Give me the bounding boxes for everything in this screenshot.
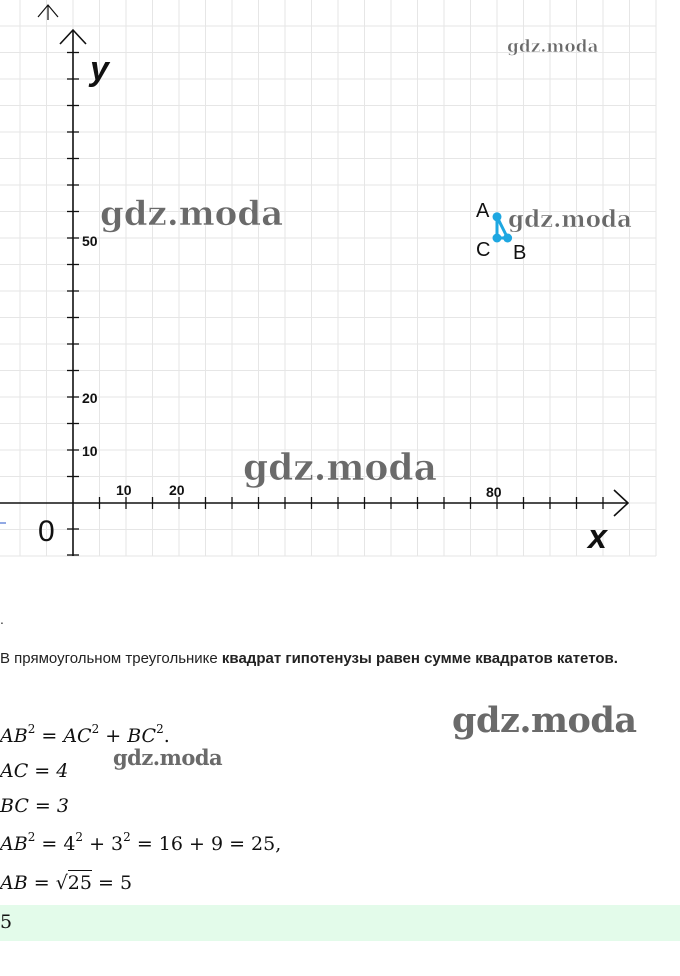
point-label-b: B <box>513 242 527 264</box>
x-axis-label: x <box>588 518 607 556</box>
result-right: = 5 <box>91 872 133 894</box>
calc-part: + 3 <box>83 833 124 855</box>
point-label-a: A <box>476 200 490 222</box>
point-a-marker <box>493 212 502 221</box>
theorem-intro: В прямоугольном треугольнике <box>0 650 222 667</box>
exponent: 2 <box>156 722 164 736</box>
theorem-paragraph <box>0 640 672 678</box>
y-tick-label-50: 50 <box>82 233 98 249</box>
exponent: 2 <box>27 722 36 736</box>
equals: = <box>35 725 64 747</box>
exponent: 2 <box>27 830 36 844</box>
watermark-logo: gdz.moda <box>508 206 632 233</box>
watermark-logo: gdz.moda <box>507 37 599 57</box>
calc-part: = 4 <box>35 833 76 855</box>
exponent: 2 <box>75 830 84 844</box>
watermark-logo: gdz.moda <box>100 194 284 234</box>
x-tick-label-10: 10 <box>116 482 132 498</box>
term-ac: AC <box>63 725 92 747</box>
y-tick-label-20: 20 <box>82 390 98 406</box>
point-label-c: C <box>476 239 491 261</box>
plus: + <box>99 725 128 747</box>
term-ab: AB <box>0 833 28 855</box>
y-axis-label: y <box>90 50 109 88</box>
period: . <box>163 725 170 747</box>
y-tick-label-10: 10 <box>82 443 98 459</box>
term-ab: AB <box>0 725 28 747</box>
answer-value: 5 <box>0 911 13 933</box>
point-b-marker <box>503 234 512 243</box>
term-bc: BC <box>127 725 157 747</box>
watermark-logo: gdz.moda <box>243 447 437 489</box>
x-tick-label-80: 80 <box>486 484 502 500</box>
result-left: AB = <box>0 872 56 894</box>
answer-box <box>0 905 680 941</box>
equation-ac: AC = 4 <box>0 760 69 782</box>
equation-bc: BC = 3 <box>0 795 69 817</box>
calc-part: = 16 + 9 = 25, <box>130 833 282 855</box>
origin-label: 0 <box>38 515 55 548</box>
separator-dot: . <box>0 611 4 627</box>
exponent: 2 <box>91 722 100 736</box>
x-tick-label-20: 20 <box>169 482 185 498</box>
point-c-marker <box>493 234 502 243</box>
radicand: 25 <box>67 872 92 894</box>
watermark-logo: gdz.moda <box>452 700 637 741</box>
exponent: 2 <box>123 830 131 844</box>
sqrt-sign: √ <box>55 872 68 894</box>
equation-calc <box>0 830 281 855</box>
watermark-logo: gdz.moda <box>113 745 223 770</box>
equation-result <box>0 872 132 894</box>
theorem-bold: квадрат гипотенузы равен сумме квадратов катетов. <box>221 650 618 667</box>
equation-pythagoras <box>0 722 170 747</box>
